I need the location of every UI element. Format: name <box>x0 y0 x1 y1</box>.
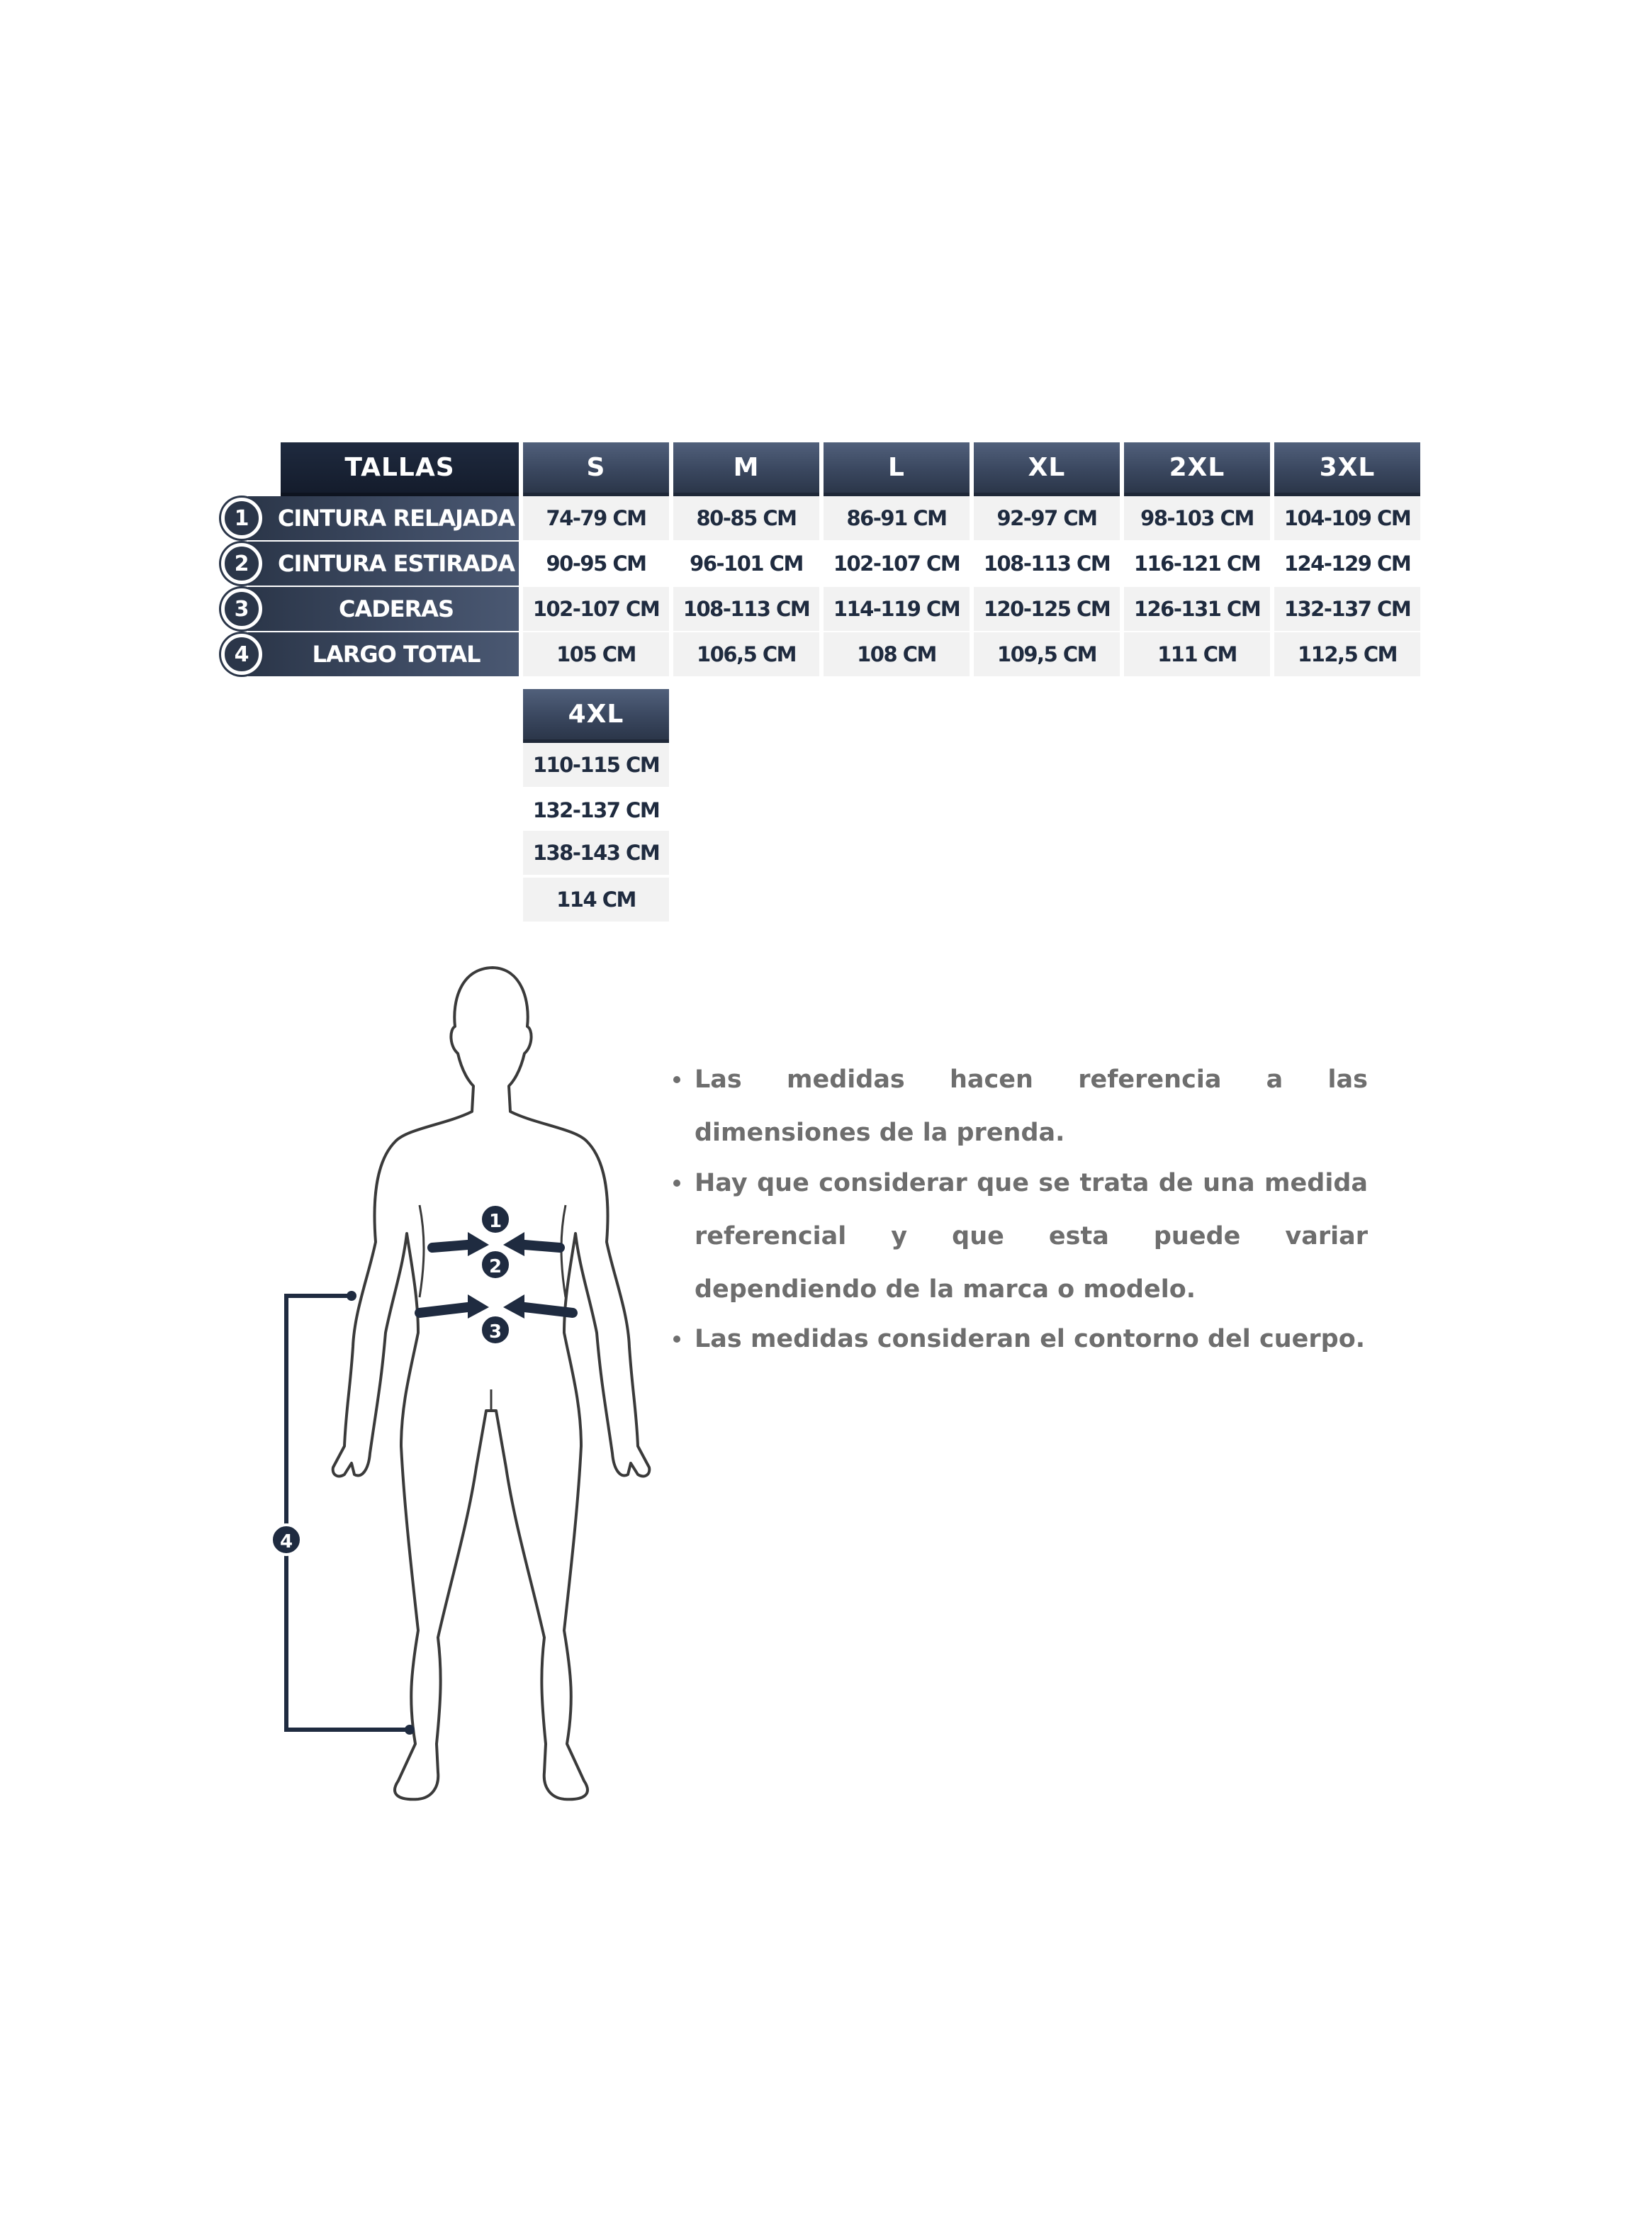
table-cell: 108-113 CM <box>673 587 819 631</box>
marker-4 <box>271 1525 301 1555</box>
hip-arrow-right-head <box>503 1294 524 1319</box>
table-cell: 111 CM <box>1124 632 1270 676</box>
bullet-icon <box>673 1180 680 1187</box>
table-cell: 132-137 CM <box>523 788 669 832</box>
table-cell: 109,5 CM <box>974 632 1120 676</box>
table-header-tallas: TALLAS <box>281 442 519 496</box>
table-cell: 102-107 CM <box>824 542 970 586</box>
table-cell: 124-129 CM <box>1274 542 1420 586</box>
waist-arrow-right <box>524 1245 560 1248</box>
hip-arrow-left-head <box>468 1294 489 1319</box>
size-header-4xl: 4XL <box>523 689 669 743</box>
size-header-2xl: 2XL <box>1124 442 1270 496</box>
table-cell: 105 CM <box>523 632 669 676</box>
note-text: Las medidas consideran el contorno del cuerpo. <box>695 1325 1366 1353</box>
row-label-caderas: CADERAS <box>248 587 519 631</box>
table-cell: 116-121 CM <box>1124 542 1270 586</box>
row-label-largo-total: LARGO TOTAL <box>248 632 519 676</box>
row-number-1: 1 <box>221 498 262 539</box>
waist-arrow-left <box>432 1245 468 1248</box>
row-label-cintura-relajada: CINTURA RELAJADA <box>248 496 519 540</box>
marker-1 <box>481 1204 510 1234</box>
table-cell: 114 CM <box>523 878 669 922</box>
table-cell: 74-79 CM <box>523 496 669 540</box>
waist-arrow-right-head <box>503 1232 524 1256</box>
row-label-cintura-estirada: CINTURA ESTIRADA <box>248 542 519 586</box>
human-silhouette <box>333 968 650 1799</box>
table-cell: 110-115 CM <box>523 743 669 787</box>
marker-2-label: 2 <box>488 1256 502 1277</box>
hip-arrow-left <box>420 1307 468 1313</box>
size-header-3xl: 3XL <box>1274 442 1420 496</box>
bracket-end-dot <box>405 1725 415 1735</box>
size-header-m: M <box>673 442 819 496</box>
row-number-4: 4 <box>221 634 262 675</box>
note-text: Las medidas hacen referencia a las dimensiones de la prenda. <box>695 1065 1368 1147</box>
bullet-icon <box>673 1336 680 1343</box>
note-item-2 <box>695 1157 1368 1316</box>
table-cell: 126-131 CM <box>1124 587 1270 631</box>
bracket-end-dot <box>347 1291 356 1301</box>
table-cell: 112,5 CM <box>1274 632 1420 676</box>
size-header-l: L <box>824 442 970 496</box>
note-item-1 <box>695 1053 1368 1160</box>
table-cell: 138-143 CM <box>523 831 669 875</box>
table-cell: 80-85 CM <box>673 496 819 540</box>
row-number-3: 3 <box>221 588 262 629</box>
table-cell: 108-113 CM <box>974 542 1120 586</box>
table-cell: 92-97 CM <box>974 496 1120 540</box>
marker-2 <box>481 1250 510 1280</box>
note-item-3 <box>695 1313 1368 1366</box>
size-header-xl: XL <box>974 442 1120 496</box>
table-cell: 98-103 CM <box>1124 496 1270 540</box>
table-cell: 102-107 CM <box>523 587 669 631</box>
table-cell: 104-109 CM <box>1274 496 1420 540</box>
row-number-2: 2 <box>221 543 262 584</box>
marker-3-label: 3 <box>488 1321 502 1343</box>
length-bracket <box>286 1296 410 1730</box>
table-cell: 114-119 CM <box>824 587 970 631</box>
marker-4-label: 4 <box>279 1531 293 1552</box>
table-cell: 132-137 CM <box>1274 587 1420 631</box>
table-cell: 86-91 CM <box>824 496 970 540</box>
note-text: Hay que considerar que se trata de una medida referencial y que esta puede variar dependiendo de la marca o modelo. <box>695 1169 1368 1304</box>
marker-1-label: 1 <box>488 1211 502 1232</box>
hip-arrow-right <box>524 1307 573 1313</box>
table-cell: 106,5 CM <box>673 632 819 676</box>
table-cell: 90-95 CM <box>523 542 669 586</box>
table-cell: 120-125 CM <box>974 587 1120 631</box>
size-header-s: S <box>523 442 669 496</box>
marker-3 <box>481 1315 510 1345</box>
table-cell: 96-101 CM <box>673 542 819 586</box>
bullet-icon <box>673 1076 680 1083</box>
table-cell: 108 CM <box>824 632 970 676</box>
